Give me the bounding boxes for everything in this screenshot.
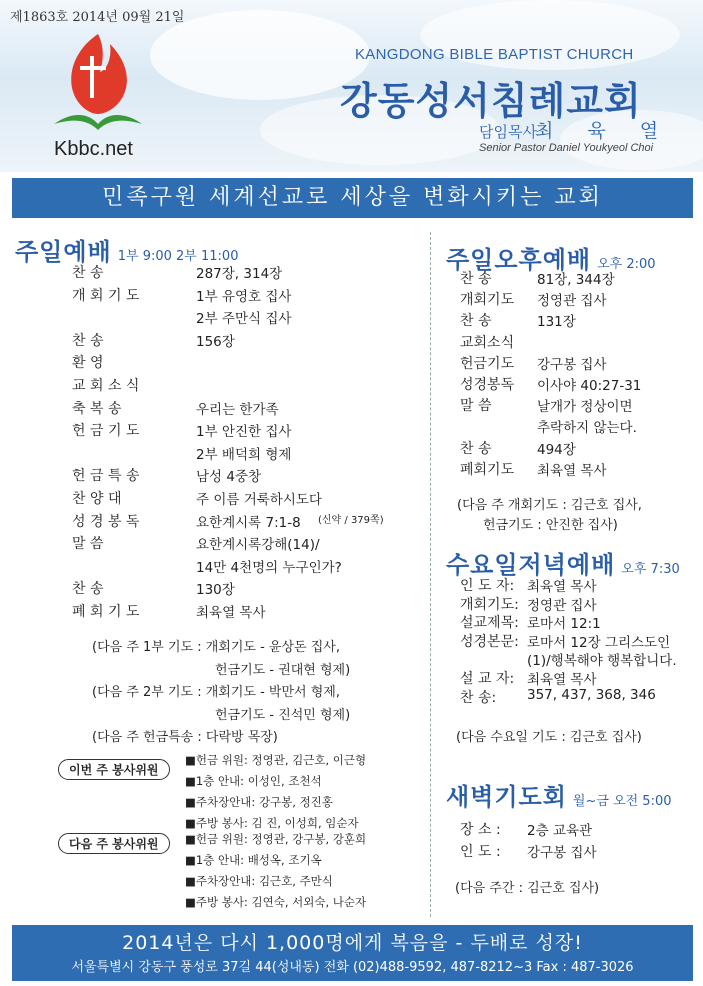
wednesday-next-note: (다음 수요일 기도 : 김근호 집사) bbox=[456, 730, 642, 745]
order-item-label: 찬 송 bbox=[72, 332, 104, 349]
order-item-label: 성경본문: bbox=[460, 633, 519, 650]
order-item-label: 교회소식 bbox=[460, 334, 515, 351]
afternoon-title-text: 주일오후예배 bbox=[446, 246, 592, 274]
order-item-value: 요한계시록 7:1-8 bbox=[196, 514, 301, 531]
next-week-note: (다음 주 2부 기도 : 개회기도 - 박만서 형제, bbox=[92, 685, 340, 700]
order-item-label: 장 소 : bbox=[460, 822, 501, 838]
order-item-value: 최육열 목사 bbox=[527, 579, 597, 595]
dawn-next-note: (다음 주간 : 김근호 집사) bbox=[455, 881, 600, 896]
servant-entry: ■주방 봉사: 김 진, 이성희, 임순자 bbox=[185, 816, 359, 830]
afternoon-time: 오후 2:00 bbox=[597, 257, 656, 272]
next-week-note: (다음 주 1부 기도 : 개회기도 - 윤상돈 집사, bbox=[92, 640, 340, 655]
church-logo-icon bbox=[50, 26, 146, 136]
order-item-value: 날개가 정상이면 bbox=[537, 399, 633, 416]
dawn-prayer-title bbox=[446, 777, 672, 812]
footer-address: 서울특별시 강동구 풍성로 37길 44(성내동) 전화 (02)488-9592, 487-8212~3 Fax : 487-3026 bbox=[71, 960, 634, 975]
order-item-value: 최육열 목사 bbox=[527, 672, 597, 688]
pastor-label: 담임목사 bbox=[479, 123, 537, 141]
wednesday-title-text: 수요일저녁예배 bbox=[446, 551, 616, 579]
order-item-label: 인 도 : bbox=[460, 844, 501, 860]
order-item-label: 인 도 자: bbox=[460, 578, 515, 594]
sunday-title-text: 주일예배 bbox=[15, 238, 112, 266]
order-item-value: 이사야 40:27-31 bbox=[537, 378, 642, 394]
order-item-label: 개회기도: bbox=[460, 596, 519, 613]
order-item-value: 요한계시록강해(14)/ bbox=[196, 537, 320, 554]
order-item-value: 357, 437, 368, 346 bbox=[527, 686, 656, 703]
order-item-label: 말 씀 bbox=[72, 536, 104, 553]
servant-entry: ■주차장안내: 김근호, 주만식 bbox=[185, 874, 333, 888]
order-item-value: 주 이름 거룩하시도다 bbox=[196, 492, 322, 508]
servant-entry: ■주방 봉사: 김연숙, 서외숙, 나순자 bbox=[185, 895, 367, 909]
order-item-label: 찬 송 bbox=[72, 581, 104, 598]
order-item-value: 추락하지 않는다. bbox=[537, 420, 637, 437]
order-item-label: 성경봉독 bbox=[460, 377, 515, 393]
order-item-value: 1부 안진한 집사 bbox=[196, 424, 292, 441]
order-item-label: 찬 송 bbox=[72, 265, 104, 281]
wednesday-time: 오후 7:30 bbox=[621, 562, 680, 577]
order-item-label: 찬 양 대 bbox=[72, 491, 122, 507]
order-item-label: 헌 금 특 송 bbox=[72, 468, 140, 485]
servant-entry: ■1층 안내: 배성옥, 조기옥 bbox=[185, 853, 322, 867]
order-item-value: (1)/행복해야 행복합니다. bbox=[527, 653, 677, 670]
order-item-value: 강구봉 집사 bbox=[537, 356, 607, 373]
order-item-label: 헌 금 기 도 bbox=[72, 423, 140, 440]
order-item-value: 14만 4천명의 누구인가? bbox=[196, 559, 342, 576]
order-item-label: 교 회 소 식 bbox=[72, 378, 140, 394]
order-item-value: 2층 교육관 bbox=[527, 823, 593, 839]
church-name-english: KANGDONG BIBLE BAPTIST CHURCH bbox=[355, 46, 634, 63]
order-item-value: 로마서 12장 그리스도인 bbox=[527, 634, 671, 651]
afternoon-next-note-2: 헌금기도 : 안진한 집사) bbox=[483, 518, 618, 533]
servant-entry: ■1층 안내: 이성인, 조천석 bbox=[185, 774, 322, 788]
next-week-note: 헌금기도 - 진석민 형제) bbox=[215, 707, 351, 723]
order-item-value: 로마서 12:1 bbox=[527, 616, 601, 633]
order-item-label: 개회기도 bbox=[460, 292, 515, 309]
order-item-value: 131장 bbox=[537, 314, 576, 331]
order-item-value: 남성 4중창 bbox=[196, 469, 262, 486]
order-item-label: 찬 송 bbox=[460, 440, 492, 457]
issue-info: 제1863호 2014년 09월 21일 bbox=[10, 10, 185, 25]
logo-text: Kbbc.net bbox=[54, 138, 133, 160]
order-item-label: 찬 송 bbox=[460, 271, 492, 287]
order-item-label: 축 복 송 bbox=[72, 400, 122, 417]
column-divider bbox=[430, 232, 431, 917]
order-item-label: 말 씀 bbox=[460, 398, 492, 415]
sunday-time: 1부 9:00 2부 11:00 bbox=[117, 249, 239, 264]
order-item-value: 287장, 314장 bbox=[196, 266, 283, 282]
order-item-value: 강구봉 집사 bbox=[527, 845, 597, 861]
order-item-label: 개 회 기 도 bbox=[72, 287, 140, 304]
order-item-value: 최육열 목사 bbox=[537, 462, 607, 479]
order-item-label: 설 교 자: bbox=[460, 671, 515, 687]
next-week-note: 헌금기도 - 권대현 형제) bbox=[215, 662, 351, 678]
order-item-label: 헌금기도 bbox=[460, 355, 515, 372]
order-item-value: 156장 bbox=[196, 333, 235, 350]
order-item-value: 정영관 집사 bbox=[527, 597, 597, 614]
order-item-value: 2부 배덕희 형제 bbox=[196, 446, 292, 463]
scripture-page: (신약 / 379쪽) bbox=[318, 515, 384, 526]
order-item-label: 폐회기도 bbox=[460, 461, 515, 478]
order-item-label: 성 경 봉 독 bbox=[72, 513, 140, 530]
order-item-label: 찬 송: bbox=[460, 689, 497, 706]
order-item-value: 2부 주만식 집사 bbox=[196, 311, 292, 328]
order-item-value: 우리는 한가족 bbox=[196, 401, 279, 418]
next-week-servants-label: 다음 주 봉사위원 bbox=[58, 833, 170, 854]
dawn-title-text: 새벽기도회 bbox=[446, 783, 567, 811]
this-week-servants-label: 이번 주 봉사위원 bbox=[58, 759, 170, 780]
church-motto: 민족구원 세계선교로 세상을 변화시키는 교회 bbox=[102, 185, 603, 210]
order-item-label: 설교제목: bbox=[460, 615, 519, 632]
order-item-value: 정영관 집사 bbox=[537, 293, 607, 310]
order-item-value: 1부 유영호 집사 bbox=[196, 288, 292, 305]
servant-entry: ■주차장안내: 강구봉, 정진홍 bbox=[185, 795, 333, 809]
servant-entry: ■헌금 위원: 정영관, 김근호, 이근형 bbox=[185, 753, 367, 767]
order-item-label: 폐 회 기 도 bbox=[72, 604, 140, 620]
footer-slogan: 2014년은 다시 1,000명에게 복음을 - 두배로 성장! bbox=[122, 932, 583, 954]
next-week-note: (다음 주 헌금특송 : 다락방 목장) bbox=[92, 730, 278, 745]
order-item-value: 130장 bbox=[196, 582, 235, 599]
order-item-label: 찬 송 bbox=[460, 313, 492, 330]
pastor-name: 최 육 열 bbox=[535, 120, 673, 142]
dawn-time: 월~금 오전 5:00 bbox=[572, 794, 672, 809]
church-name-korean: 강동성서침례교회 bbox=[340, 79, 642, 123]
order-item-value: 81장, 344장 bbox=[537, 272, 615, 288]
order-item-value: 최육열 목사 bbox=[196, 605, 266, 621]
order-item-label: 환 영 bbox=[72, 355, 104, 372]
afternoon-next-note-1: (다음 주 개회기도 : 김근호 집사, bbox=[457, 498, 642, 513]
order-item-value: 494장 bbox=[537, 441, 576, 458]
servant-entry: ■헌금 위원: 정영관, 강구봉, 강훈희 bbox=[185, 832, 367, 846]
pastor-name-english: Senior Pastor Daniel Youkyeol Choi bbox=[479, 142, 654, 154]
